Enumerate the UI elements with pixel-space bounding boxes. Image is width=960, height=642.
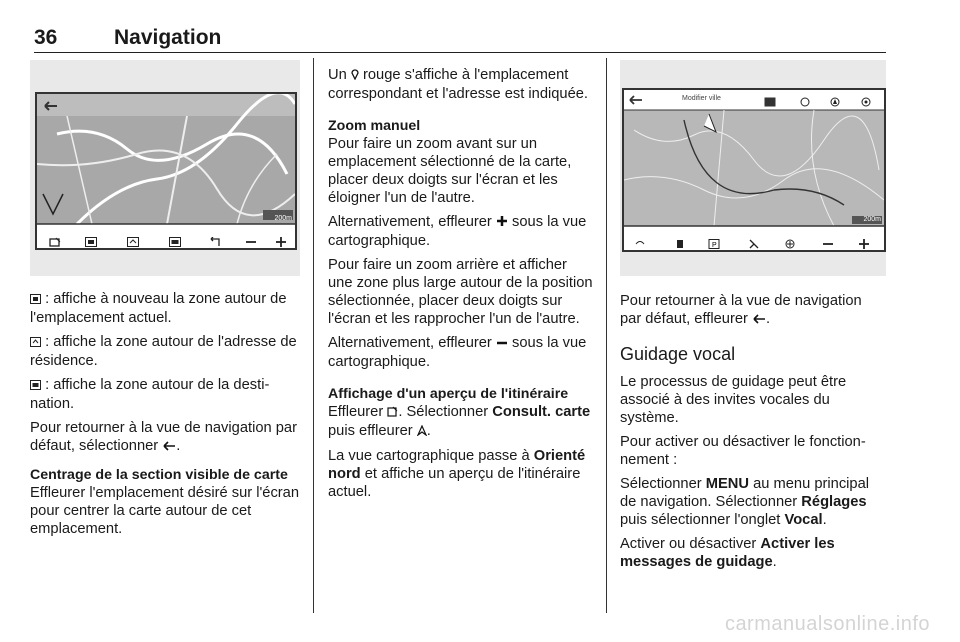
watermark: carmanualsonline.info [724,613,930,635]
north-icon [417,423,427,441]
pin-paragraph: Un rouge s'affiche à l'emplacement correspondant et l'adresse est indiquée. [328,67,589,102]
nav-screen-2 [622,88,886,252]
back-icon[interactable] [634,236,646,246]
zoom-alt-paragraph: Alternativement, effleurer sous la vue cartographique. [328,214,587,249]
center-heading: Centrage de la section visible de carte [30,467,288,483]
destination-icon[interactable] [169,234,181,244]
item-destination: : affiche la zone autour de la destination. [30,377,270,412]
current-location-icon [30,291,41,309]
zoom-out-alt-paragraph: Alternativement, effleurer sous la vue cartographique. [328,335,587,370]
center-paragraph: Effleurer l'emplacement désiré sur l'écran pour centrer la carte autour de cet emplacement. [30,485,300,537]
map-figure-2 [620,60,886,276]
back-arrow-icon [752,311,766,329]
col1-text [30,290,300,538]
map-figure-1 [30,60,300,276]
zoom-in-icon[interactable] [275,234,287,244]
zoom-out-paragraph: Pour faire un zoom arrière et afficher une zone plus large autour de la position sélectionnée, placer deux doigts sur l'écran et les rapprocher l'un de l'autre. [328,257,593,327]
screen-title: Modifier ville [682,95,721,102]
pin-icon [351,67,359,85]
voice-toggle: Pour activer ou désactiver le fonctionnement : [620,434,866,468]
restaurant-icon[interactable] [748,236,760,246]
north-icon[interactable] [829,94,841,104]
column-2 [328,66,593,507]
item-residence: : affiche la zone autour de l'adresse de résidence. [30,334,297,369]
zoom-out-icon[interactable] [245,234,257,244]
zoom-heading: Zoom manuel [328,118,421,134]
map-scale-label: 200m [863,216,881,223]
nav-screen-1 [35,92,297,250]
current-location-icon[interactable] [85,234,97,244]
return-paragraph: Pour retourner à la vue de navigation par défaut, sélectionner . [30,420,297,454]
return-paragraph: Pour retourner à la vue de navigation par défaut, effleurer . [620,293,862,327]
col3-text [620,292,886,571]
return-icon[interactable] [209,234,221,244]
edit-icon[interactable] [49,234,61,244]
voice-heading: Guidage vocal [620,344,736,364]
voice-intro: Le processus de guidage peut être associé à des invites vocales du système. [620,374,847,426]
parking-icon[interactable] [708,236,720,249]
car-icon[interactable] [799,94,811,104]
page-number: 36 [34,26,58,49]
column-1 [30,60,300,544]
poi-icon[interactable] [784,236,796,246]
route-icon[interactable] [764,94,776,104]
plus-icon [496,214,508,232]
minus-icon [496,335,508,353]
item-current-location: : affiche à nouveau la zone autour de l'emplacement actuel. [30,291,287,326]
column-divider-2 [606,58,607,613]
map-scale-label: 200m [274,215,292,222]
column-divider-1 [313,58,314,613]
activate-paragraph: Activer ou désactiver Activer les messages de guidage. [620,536,835,570]
zoom-out-icon[interactable] [822,236,834,246]
map-illustration-1 [37,94,295,248]
column-3 [620,60,886,577]
zoom-paragraph: Pour faire un zoom avant sur un emplacement sélectionné de la carte, placer deux doigts sur l'écran et les éloigner l'un de l'autre. [328,136,572,206]
destination-icon [30,377,41,395]
zoom-in-icon[interactable] [858,236,870,246]
svg-text:P: P [712,242,717,249]
map-view-paragraph: La vue cartographique passe à Orienté nord et affiche un aperçu de l'itinéraire actuel. [328,448,586,500]
overview-heading: Affichage d'un aperçu de l'itinéraire [328,386,569,402]
fuel-icon[interactable] [674,236,686,246]
edit-icon [387,404,398,422]
home-icon [30,334,41,352]
map-illustration-2 [624,90,884,250]
page-title: Navigation [114,26,222,49]
overview-paragraph: Effleurer . Sélectionner Consult. carte puis effleurer . [328,404,591,439]
select-paragraph: Sélectionner MENU au menu principal de navigation. Sélectionner Réglages puis sélectionner l'onglet Vocal. [620,476,870,528]
home-icon[interactable] [127,234,139,244]
page-header [34,26,886,53]
back-arrow-icon [162,438,176,456]
settings-icon[interactable] [860,94,872,104]
